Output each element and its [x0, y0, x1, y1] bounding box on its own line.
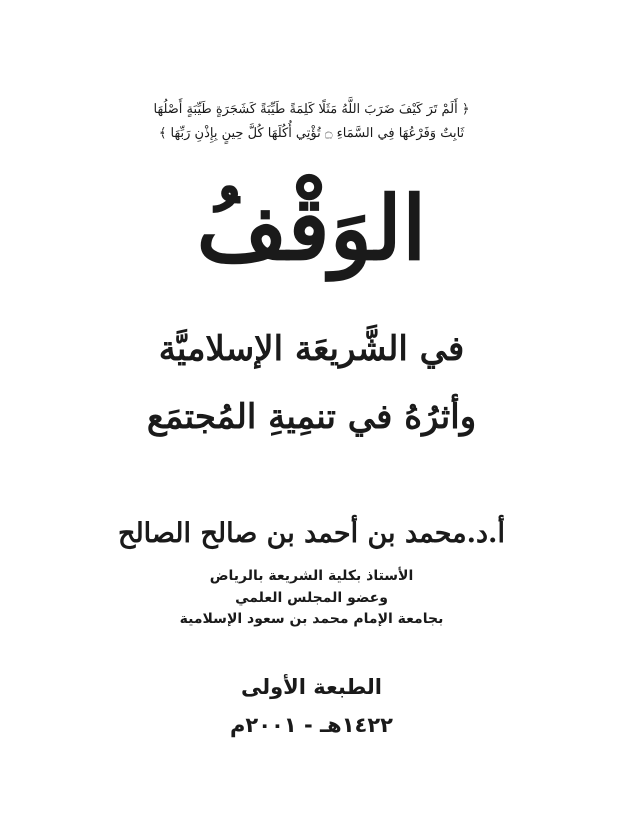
affiliation-line-2: وعضو المجلس العلمي	[235, 590, 388, 606]
book-title: الوَقْفُ	[196, 176, 427, 280]
affiliation-line-1: الأستاذ بكلية الشريعة بالرياض	[209, 568, 414, 584]
affiliation-line-3: بجامعة الإمام محمد بن سعود الإسلامية	[179, 611, 444, 627]
verse-line-2: ثَابِتٌ وَفَرْعُهَا فِي السَّمَاءِ ۝ تُؤْتِي أُكُلَهَا كُلَّ حِينٍ بِإِذْنِ رَبِّهَا ﴾	[158, 126, 465, 141]
subtitle-line-2: وأثرُهُ في تنمِيةِ المُجتمَع	[146, 397, 477, 437]
publication-date: ١٤٢٢هـ - ٢٠٠١م	[229, 713, 394, 737]
author-name: أ.د.محمد بن أحمد بن صالح الصالح	[118, 518, 505, 549]
verse-line-1: ﴿ أَلَمْ تَرَ كَيْفَ ضَرَبَ اللَّهُ مَثَلًا كَلِمَةً طَيِّبَةً كَشَجَرَةٍ طَيِّبَةٍ أَصْلُهَا	[153, 102, 470, 117]
subtitle-line-1: في الشَّريعَة الإسلاميَّة	[158, 329, 465, 369]
edition-label: الطبعة الأولى	[240, 675, 383, 699]
quran-verse	[0, 98, 623, 146]
